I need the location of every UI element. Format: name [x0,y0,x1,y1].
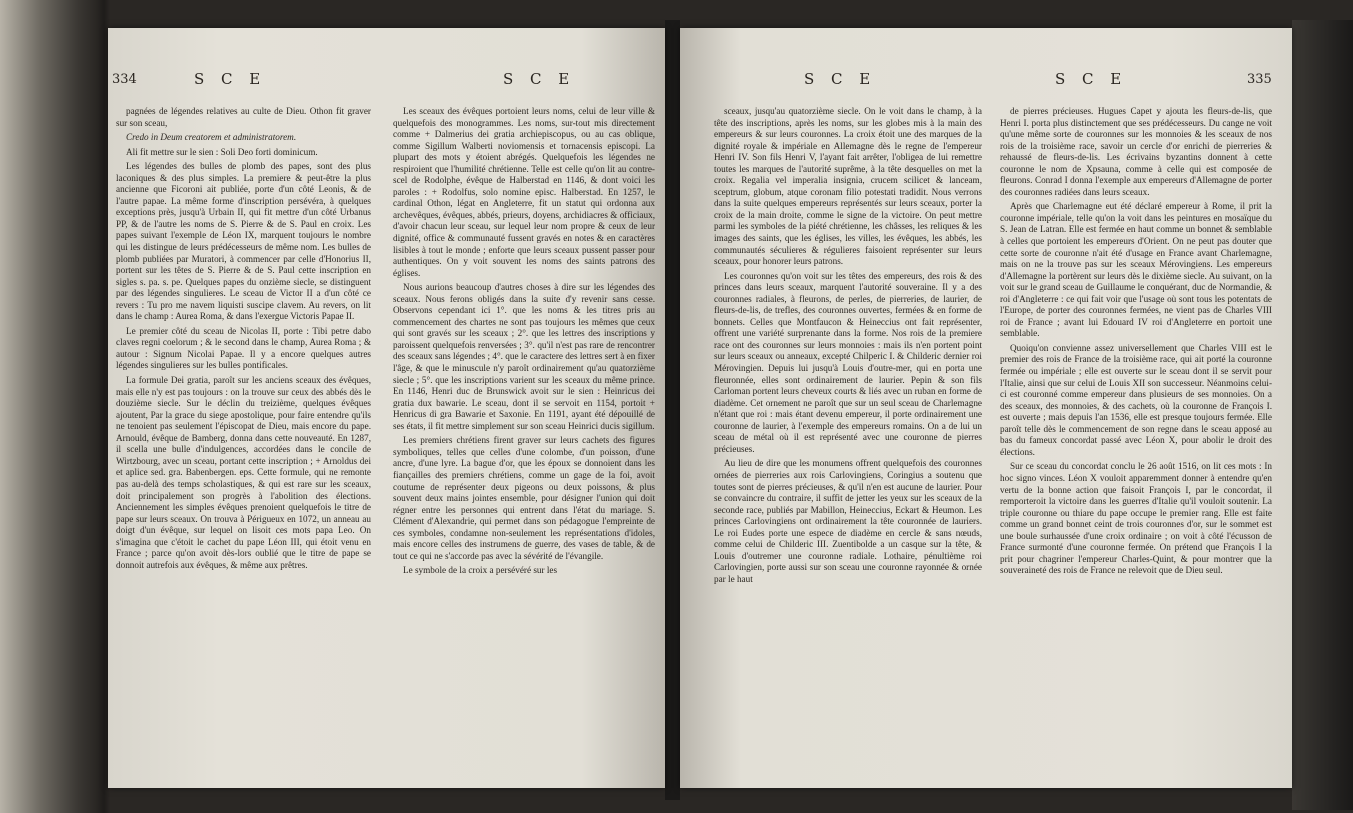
left-page-column-2 [393,106,655,806]
paragraph: Le premier côté du sceau de Nicolas II, porte : Tibi petre dabo claves regni coelorum ; & le second dans le champ, Aurea Roma ; & autour : Signum Nicolai Papae. Il y a encore quelques autres légendes singulieres sur les bulles pontificales. [116,325,371,371]
left-running-head-2: S C E [503,70,576,88]
paragraph: Sur ce sceau du concordat conclu le 26 août 1516, on lit ces mots : In hoc signo vinces. Léon X vouloit apparemment donner à entendre qu'en vertu de la bonne action que faisoit François I, par le concordat, il remporteroit la victoire dans les guerres d'Italie qu'il vouloit soutenir. La triple couronne ou thiare du pape occupe le premier rang. Elle est faite comme un grand bonnet ceint de trois couronnes d'or, sur le sommet est une boule surhaussée d'une croix ordinaire ; on voit à côté l'écusson de France surmonté d'une couronne fermée. On prétend que François I la prit pour chagriner l'empereur Charles-Quint, & pour montrer que la souveraineté des rois de France ne relevoit que de Dieu seul. [1000,461,1272,576]
paragraph: La formule Dei gratia, paroît sur les anciens sceaux des évêques, mais elle n'y est pas toujours : on la trouve sur ceux des abbés dès le douzième siecle. Sur le déclin du treizième, quelques évêques ajoutent, Par la grace du siege apostolique, pour faire entendre qu'ils ne tenoient pas seulement l'épiscopat de Dieu, mais encore du pape. Arnould, évêque de Bamberg, donna dans cette nouveauté. En 1287, il scella une bulle d'indulgences, accordées dans le concile de Wirtzbourg, avec un sceau, portant cette inscription ; + Arnoldus dei et aplice sed. gra. Babenbergen. eps. Cette formule, qui ne remonte pas au-delà des temps scholastiques, & qui est rare sur les sceaux, doit principalement son progrès à l'abolition des élections. Anciennement les simples évêques prenoient quelquefois le titre de pape sur leurs sceaux. On trouva à Périgueux en 1072, un anneau au doigt d'un évêque, sur lequel on lisoit ces mots papa Leo. On s'imagina que c'étoit le cachet du pape Léon III, qui étoit venu en France ; parce qu'on avoit dès-lors oublié que le titre de pape se donnoit autrefois aux évêques, & même aux prêtres. [116,375,371,570]
left-page-column-1 [116,106,371,806]
book-gutter [665,20,680,800]
paragraph: sceaux, jusqu'au quatorzième siecle. On le voit dans le champ, à la tête des inscriptions, après les noms, sur les globes mis à la main des empereurs & sur leurs couronnes. La croix étoit une des marques de la dignité royale & impériale en Allemagne dès le regne de l'empereur Henri IV. Son fils Henri V, l'ayant fait arrêter, l'obligea de lui remettre toutes les marques de l'autorité suprême, à la tête desquelles on met la croix. Regalia vel imperalia insignia, crucem scilicet & lanceam, sceptrum, globum, atque coronam filio potestati tradidit. Nous verrons dans la suite quelques empereurs représentés sur leurs sceaux, porter la croix de la main droite, comme le signe de la victoire. On peut mettre parmi les symboles de la piété chrétienne, les châsses, les reliques & les images des saints, que les églises, les villes, les évêques, les abbés, les communautés séculieres & régulieres faisoient représenter sur leurs sceaux, pour honorer leurs patrons. [714,106,982,267]
paragraph: Le symbole de la croix a persévéré sur les [403,565,558,576]
left-page [108,28,665,788]
paragraph: de pierres précieuses. Hugues Capet y ajouta les fleurs-de-lis, que Henri I. porta plus distinctement que ses prédécesseurs. Du cange ne voit qu'une même sorte de couronnes sur les monnoies & les sceaux de nos rois de la troisième race, savoir un cercle d'or enrichi de pierreries & rehaussé de fleurs-de-lis. Les écrivains byzantins donnent à cette couronne le nom de Xpsauna, comme à celle qui est composée de fleurons. Conrad I donna l'exemple aux empereurs d'Allemagne de porter des couronnes radiées dans leurs sceaux. [1000,106,1272,197]
paragraph: pagnées de légendes relatives au culte de Dieu. Othon fit graver sur son sceau, [116,106,371,128]
left-running-head: S C E [194,70,267,88]
book-right-edge [1292,20,1353,810]
paragraph: Quoiqu'on convienne assez universellement que Charles VIII est le premier des rois de France de la troisième race, qui ait porté la couronne fermée ou impériale ; elle est ouverte sur le sceau dont il se servit pour l'Italie, ainsi que sur celui de Louis XII son successeur. Néanmoins celui-ci est couronné comme empereur dans plusieurs de ses monnoies. On a des sceaux, des monnoies, & des cachets, où la couronne de François I. est ouverte ; mais depuis l'an 1536, elle est presque toujours fermée. Elle paroît telle dès le commencement de son regne dans le sceau apposé au bas du fameux concordat passé avec Léon X, pour abolir le droit des élections. [1000,342,1272,457]
left-page-number: 334 [112,72,137,87]
paragraph: Les premiers chrétiens firent graver sur leurs cachets des figures symboliques, telles que celles d'une colombe, d'un poisson, d'une ancre, d'une lyre. La bague d'or, que les époux se donnoient dans les fiançailles des premiers chrétiens, comme un gage de la foi, avoit coutume de représenter deux pigeons ou deux poissons, & plus souvent deux mains jointes ensemble, pour désigner l'union qui doit régner entre les personnes qui entrent dans l'état du mariage. S. Clément d'Alexandrie, qui permet dans son pédagogue l'empreinte de ces symboles, condamne non-seulement les représentations d'idoles, mais encore celles des instrumens de guerre, des vases de table, & de tout ce qui ne s'accorde pas avec la sévérité de l'évangile. [393,435,655,561]
paragraph: Nous aurions beaucoup d'autres choses à dire sur les légendes des sceaux. Nous ferons obligés dans la suite d'y revenir sans cesse. Observons cependant ici 1°. que les noms & les titres pris au commencement des chartes ne sont pas toujours les mêmes que ceux qui sont gravés sur les sceaux ; 2°. que les lettres des inscriptions y paroissent quelquefois renversées ; 3°. qu'il n'est pas rare de rencontrer des sceaux sans légendes ; 4°. que le caractere des lettres sert à en fixer l'âge, & que le minuscule n'y paroît ordinairement qu'au quatorzième siecle ; 5°. que les inscriptions varient sur les sceaux du même prince. En 1146, Henri duc de Brunswick avoit sur le sien : Heinricus dei gratia dux bawarie. Le sceau, dont il se servoit en 1154, portoit + Henricus di gra Bawarie et Saxonie. En 1191, ayant été dépouillé de ses états, il fit mettre simplement sur son sceau Heinrici ducis sigillum. [393,282,655,431]
right-page-number: 335 [1247,72,1272,87]
paragraph: Les légendes des bulles de plomb des papes, sont des plus laconiques & des plus simples. La premiere & peut-être la plus ancienne que Ficoroni ait publiée, porte d'un côté Leonis, & de l'autre papae. La même forme d'inscription persévéra, à quelques exceptions près, jusqu'à Urbain II, qui fit mettre d'un côté Urbanus PP, & de l'autre les noms de S. Pierre & de S. Paul en croix. Les papes suivant l'exemple de Léon IX, marquent toujours le nombre qui les distingue de leurs prédécesseurs de même nom. Les bulles de plomb publiées par Muratori, à commencer par celle d'Honorius II, portent sur les têtes de S. Pierre & de S. Paul cette inscription en sigles s. pa. s. pe. Quelques papes du onzième siecle, se distinguent par des légendes singulieres. Le sceau de Victor II a d'un côté ce revers : Tu pro me navem liquisti suscipe clavem. Au revers, on lit dans le champ : Aurea Roma, & dans l'exergue Victoris Papae II. [116,161,371,322]
left-page-header [108,72,665,98]
right-page-column-2 [1000,106,1272,806]
paragraph: Les couronnes qu'on voit sur les têtes des empereurs, des rois & des princes dans leurs sceaux, marquent l'autorité souveraine. Il y a des couronnes radiales, à fleurons, de perles, de pierreries, de laurier, de fleurs-de-lis, de trefles, des couronnes ouvertes, fermées & en forme de bonnets. Celles que Montfaucon & Heineccius ont fait représenter, offrent une variété surprenante dans la forme. Nos rois de la premiere race ont des couronnes sur leurs monnoies : mais ils n'en portent point sur leurs sceaux ou anneaux, excepté Chilperic I. & Childeric dernier roi Mérovingien. Depuis lui jusqu'à Louis d'outre-mer, qui en porta une fleuronnée, elles sont ordinairement de laurier. Pepin & son fils Carloman portent leurs cheveux courts & liés avec un ruban en forme de diadème. Cet ornement ne paroît que sur un seul sceau de Charlemagne n'étant que roi : mais étant devenu empereur, il porte ordinairement une couronne de laurier, à l'exemple des empereurs romains. On a de lui un sceau de métal où il est représenté avec une couronne de pierres précieuses. [714,270,982,454]
paragraph: Au lieu de dire que les monumens offrent quelquefois des couronnes ornées de pierreries aux rois Carlovingiens, Coringius a soutenu que toutes sont de pierres précieuses, & qu'il n'en est aucune de laurier. Pour se convaincre du contraire, il suffit de jetter les yeux sur les sceaux de la seconde race, publiés par Mabillon, Heineccius, Eckart & Heumon. Les princes Carlovingiens ont ordinairement la tête couronnée de lauriers. Le roi Eudes porte une espece de diadème en cercle & sans nœuds, comme celui de Childeric III. Zuentibolde a un casque sur la tête, & Louis d'outremer une couronne radiale. Lothaire, pénultième roi Carlovingien, porte aussi sur son sceau une couronne rayonnée & ornée par le haut [714,458,982,584]
paragraph: Après que Charlemagne eut été déclaré empereur à Rome, il prit la couronne impériale, telle qu'on la voit dans les peintures en mosaïque du S. Jean de Latran. Elle est fermée en haut comme un bonnet & semblable à celles que portoient les empereurs d'Orient. On ne peut pas douter que cette sorte de couronne n'ait été d'usage en France avant Charlemagne, mais on ne la trouve pas sur les sceaux Mérovingiens. Les empereurs d'Allemagne la portèrent sur leurs dès le dixième siecle. Au suivant, on la voit sur le grand sceau de Guillaume le conquérant, duc de Normandie, & roi d'Angleterre : ce qui fait voir que l'usage où sont tous les potentats de l'Europe, de porter des couronnes fermées, ne vient pas de Charles VIII roi de France ; avant lui Edouard IV roi d'Angleterre en portoit une semblable. [1000,201,1272,339]
paragraph: Les sceaux des évêques portoient leurs noms, celui de leur ville & quelquefois des monogrammes. Les noms, sur-tout mis directement comme + Dalmerius dei gratia archiepiscopus, ou au cas oblique, comme Sigillum Walberti noviomensis et tornacensis episcopi. La plupart des mots y étoient abrégés. Quelquefois les légendes ne respiroient que l'humilité chrétienne. Telle est celle qu'on lit au contre-scel de Rodolphe, évêque de Halberstad en 1146, & dont voici les paroles : + Rodolfus, solo nomine episc. Halberstad. En 1257, le cardinal Othon, légat en Angleterre, fit un statut qui ordonna aux archevêques, évêques, abbés, prieurs, doyens, archidiacres & officiaux, d'avoir chacun leur sceau, sur lequel leur nom propre & ceux de leur dignité, office & communauté fussent gravés en notes & en caractères lisibles à tout le monde ; enforte que leurs sceaux pussent passer pour authentiques. On y voit souvent les noms des saints patrons des églises. [393,106,655,278]
right-page-header [680,72,1292,98]
right-page [680,28,1292,788]
paragraph: Ali fit mettre sur le sien : Soli Deo forti dominicum. [126,146,318,157]
right-page-column-1 [714,106,982,806]
right-running-head-2: S C E [1055,70,1128,88]
paragraph: Credo in Deum creatorem et administratorem. [126,132,297,143]
right-running-head: S C E [804,70,877,88]
